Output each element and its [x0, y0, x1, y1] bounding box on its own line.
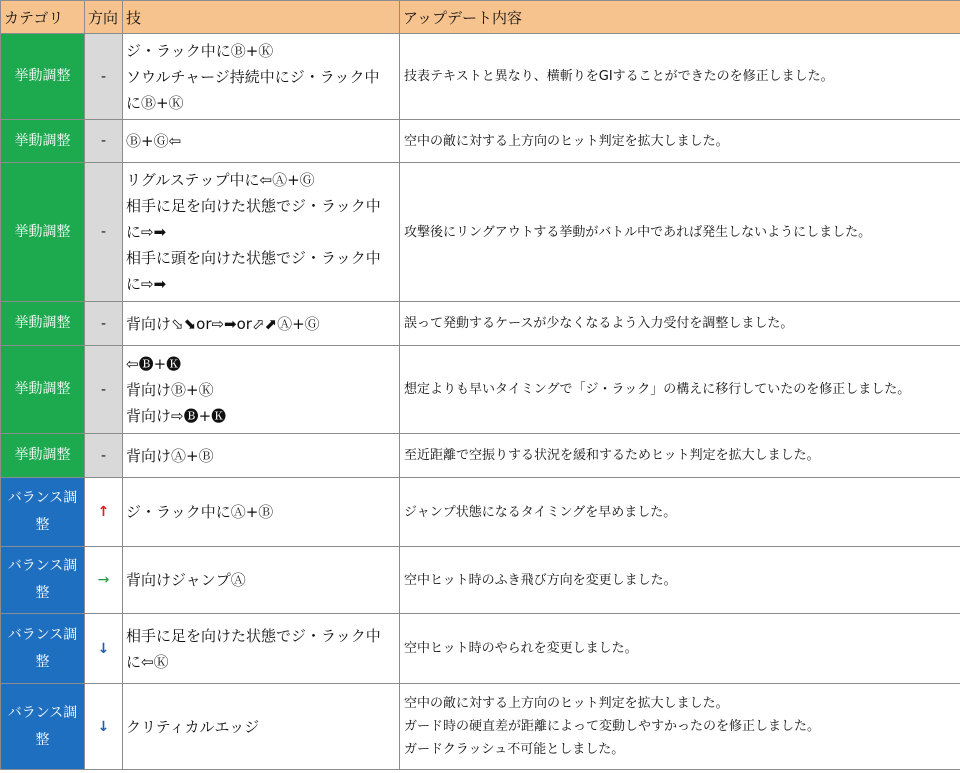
update-description: 想定よりも早いタイミングで「ジ・ラック」の構えに移行していたのを修正しました。	[404, 382, 911, 397]
direction-arrow-icon: →	[85, 547, 123, 614]
move-cell	[123, 120, 400, 163]
update-cell	[400, 346, 960, 434]
table-row	[1, 478, 960, 547]
move-command: に⇦Ⓚ	[126, 652, 169, 671]
update-description: ジャンプ状態になるタイミングを早めました。	[404, 504, 677, 520]
category-cell: バランス調整	[1, 547, 85, 614]
category-cell: 挙動調整	[1, 346, 85, 434]
table-row	[1, 34, 960, 120]
move-cell	[123, 34, 400, 120]
direction-arrow-icon: ↓	[85, 684, 123, 770]
update-description: 空中の敵に対する上方向のヒット判定を拡大しました。	[404, 696, 729, 711]
update-cell	[400, 478, 960, 547]
table-row	[1, 434, 960, 478]
category-cell: 挙動調整	[1, 120, 85, 163]
move-cell	[123, 302, 400, 346]
update-description: 攻撃後にリングアウトする挙動がバトル中であれば発生しないようにしました。	[404, 224, 872, 240]
move-command: Ⓑ+Ⓖ⇦	[126, 132, 182, 150]
update-description: ガードクラッシュ不可能としました。	[404, 742, 625, 757]
update-description: 技表テキストと異なり、横斬りをGIすることができたのを修正しました。	[404, 69, 834, 84]
table-row	[1, 614, 960, 684]
category-cell: 挙動調整	[1, 163, 85, 302]
update-cell	[400, 34, 960, 120]
direction-none: -	[85, 120, 123, 163]
move-cell	[123, 163, 400, 302]
move-command: リグルステップ中に⇦Ⓐ+Ⓖ	[126, 171, 315, 189]
table-row	[1, 346, 960, 434]
header-category: カテゴリ	[1, 1, 85, 34]
move-command: に⇨➡	[126, 223, 167, 241]
move-cell	[123, 478, 400, 547]
move-command: ⇦🅑+🅚	[126, 354, 182, 373]
move-command: 相手に足を向けた状態でジ・ラック中	[126, 197, 381, 215]
update-cell	[400, 434, 960, 478]
table-row	[1, 684, 960, 770]
move-command: ジ・ラック中にⒷ+Ⓚ	[126, 41, 274, 60]
header-update: アップデート内容	[400, 1, 960, 34]
table-row	[1, 302, 960, 346]
update-cell	[400, 302, 960, 346]
category-cell: 挙動調整	[1, 34, 85, 120]
direction-arrow-icon: ↓	[85, 614, 123, 684]
update-description: 空中ヒット時のふき飛び方向を変更しました。	[404, 572, 677, 588]
move-command: にⒷ+Ⓚ	[126, 93, 184, 112]
move-command: 相手に足を向けた状態でジ・ラック中	[126, 626, 381, 645]
direction-arrow-icon: ↑	[85, 478, 123, 547]
move-command: 背向けⒷ+Ⓚ	[126, 380, 214, 399]
category-cell: バランス調整	[1, 614, 85, 684]
move-command: 背向けⒶ+Ⓑ	[126, 446, 214, 465]
header-row	[1, 1, 960, 34]
move-command: 背向け⬂⬊or⇨➡or⬀⬈Ⓐ+Ⓖ	[126, 314, 320, 333]
move-command: ジ・ラック中にⒶ+Ⓑ	[126, 503, 274, 521]
move-cell	[123, 434, 400, 478]
table-row	[1, 547, 960, 614]
direction-none: -	[85, 34, 123, 120]
move-command: に⇨➡	[126, 275, 167, 293]
direction-none: -	[85, 434, 123, 478]
move-cell	[123, 547, 400, 614]
table-row	[1, 163, 960, 302]
category-cell: 挙動調整	[1, 302, 85, 346]
update-description: ガード時の硬直差が距離によって変動しやすかったのを修正しました。	[404, 719, 821, 734]
direction-none: -	[85, 346, 123, 434]
direction-none: -	[85, 163, 123, 302]
move-command: クリティカルエッジ	[126, 717, 260, 736]
table-body	[1, 34, 960, 770]
update-cell	[400, 163, 960, 302]
move-cell	[123, 614, 400, 684]
header-direction: 方向	[85, 1, 123, 34]
move-command: 相手に頭を向けた状態でジ・ラック中	[126, 249, 381, 267]
category-cell: バランス調整	[1, 478, 85, 547]
move-command: ソウルチャージ持続中にジ・ラック中	[126, 67, 380, 86]
header-move: 技	[123, 1, 400, 34]
category-cell: 挙動調整	[1, 434, 85, 478]
update-description: 誤って発動するケースが少なくなるよう入力受付を調整しました。	[404, 316, 794, 331]
category-cell: バランス調整	[1, 684, 85, 770]
update-cell	[400, 614, 960, 684]
move-command: 背向け⇨🅑+🅚	[126, 406, 227, 425]
direction-none: -	[85, 302, 123, 346]
update-cell	[400, 684, 960, 770]
update-cell	[400, 547, 960, 614]
update-description: 空中ヒット時のやられを変更しました。	[404, 641, 638, 656]
move-cell	[123, 346, 400, 434]
update-description: 至近距離で空振りする状況を緩和するためヒット判定を拡大しました。	[404, 448, 820, 463]
move-cell	[123, 684, 400, 770]
update-description: 空中の敵に対する上方向のヒット判定を拡大しました。	[404, 133, 729, 149]
move-command: 背向けジャンプⒶ	[126, 571, 246, 589]
table-row	[1, 120, 960, 163]
update-cell	[400, 120, 960, 163]
